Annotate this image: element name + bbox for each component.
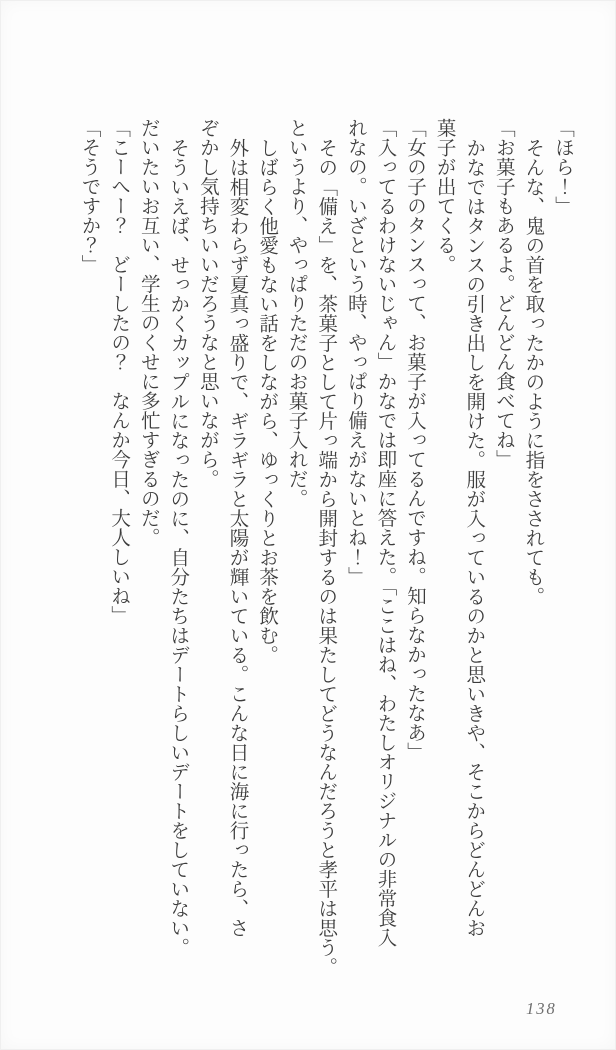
text-line: 「ほら！」	[552, 118, 573, 216]
text-line: 「こーへー？ どーしたの？ なんか今日、大人しいね」	[108, 118, 130, 625]
text-line: しばらく他愛もない話をしながら、ゆっくりとお茶を飲む。	[256, 137, 278, 664]
text-line: そういえば、せっかくカップルになったのに、自分たちはデートらしいデートをしていない。	[167, 137, 189, 957]
text-line: 「女の子のタンスって、お菓子が入ってるんですね。知らなかったなあ」	[404, 118, 426, 762]
text-line: 「そうですか？」	[78, 118, 100, 274]
text-line: 菓子が出てくる。	[433, 118, 455, 274]
text-line: かなではタンスの引き出しを開けた。服が入っているのかと思いきや、そこからどんどんお	[463, 137, 485, 937]
text-line: そんな、鬼の首を取ったかのように指をさされても。	[522, 137, 544, 606]
text-line: だいたいお互い、学生のくせに多忙すぎるのだ。	[137, 118, 159, 547]
page-number: 138	[526, 999, 557, 1018]
text-line: 「お菓子もあるよ。どんどん食べてね」	[492, 118, 514, 469]
text-line: その「備え」を、茶菓子として片っ端から開封するのは果たしてどうなんだろうと孝平は思う。	[315, 137, 337, 976]
text-line: 「入ってるわけないじゃん」かなでは即座に答えた。「ここはね、わたしオリジナルの非常食入	[374, 118, 396, 947]
text-line: れなの。いざという時、やっぱり備えがないとね！」	[344, 118, 366, 586]
text-line: というより、やっぱりただのお菓子入れだ。	[285, 118, 307, 508]
text-block	[74, 118, 577, 976]
text-line: ぞかし気持ちいいだろうなと思いながら。	[196, 118, 218, 489]
text-line: 外は相変わらず夏真っ盛りで、ギラギラと太陽が輝いている。こんな日に海に行ったら、さ	[226, 137, 248, 937]
